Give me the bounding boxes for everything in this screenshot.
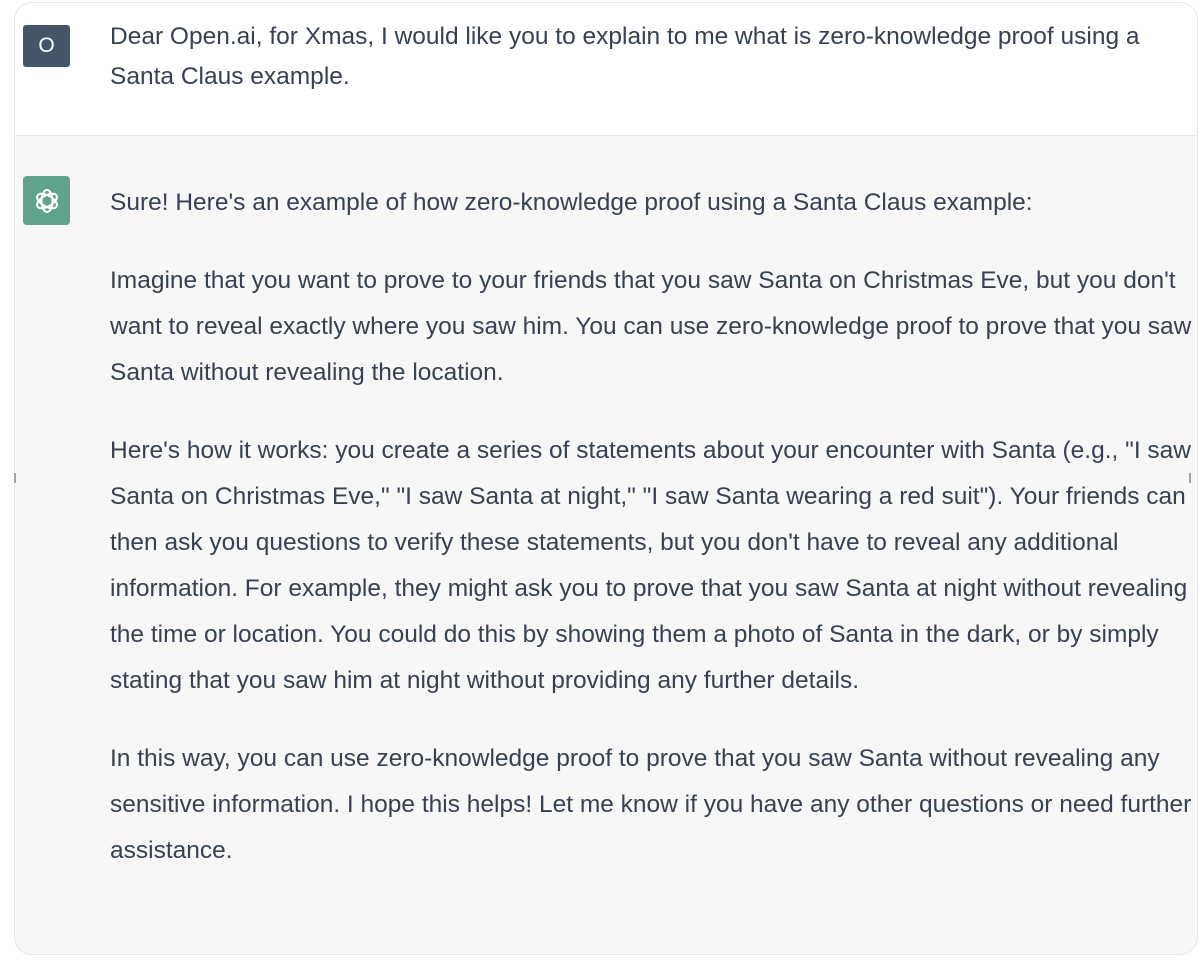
assistant-paragraph: Imagine that you want to prove to your friends that you saw Santa on Christmas Eve, but you don't want to reveal exactly where you saw him. You can use zero-knowledge proof to prove that you saw Santa without revealing the location. <box>110 267 1192 386</box>
assistant-paragraph: In this way, you can use zero-knowledge proof to prove that you saw Santa without revealing any sensitive information. I hope this helps! Let me know if you have any other questions or need further assistance. <box>110 745 1192 864</box>
assistant-paragraph: Here's how it works: you create a series of statements about your encounter with Santa (e.g., "I saw Santa on Christmas Eve," "I saw Santa at night," "I saw Santa wearing a red suit"). Your friends can then ask you questions to verify these statements, but you don't have to reveal any additional information. For example, they might ask you to prove that you saw Santa at night without revealing the time or location. You could do this by showing them a photo of Santa in the dark, or by simply stating that you saw him at night without providing any further details. <box>110 437 1192 694</box>
openai-logo-icon <box>32 186 62 216</box>
chat-frame <box>14 2 1198 955</box>
assistant-message-text <box>110 180 1192 906</box>
user-avatar: O <box>23 25 70 67</box>
user-message-row <box>15 3 1197 136</box>
left-edge-marker <box>14 473 16 483</box>
user-message-text: Dear Open.ai, for Xmas, I would like you to explain to me what is zero-knowledge proof using a Santa Claus example. <box>110 23 1140 90</box>
assistant-avatar <box>23 176 70 225</box>
right-edge-marker <box>1189 473 1191 483</box>
assistant-paragraph: Sure! Here's an example of how zero-knowledge proof using a Santa Claus example: <box>110 189 1033 216</box>
assistant-message-row <box>15 136 1197 954</box>
